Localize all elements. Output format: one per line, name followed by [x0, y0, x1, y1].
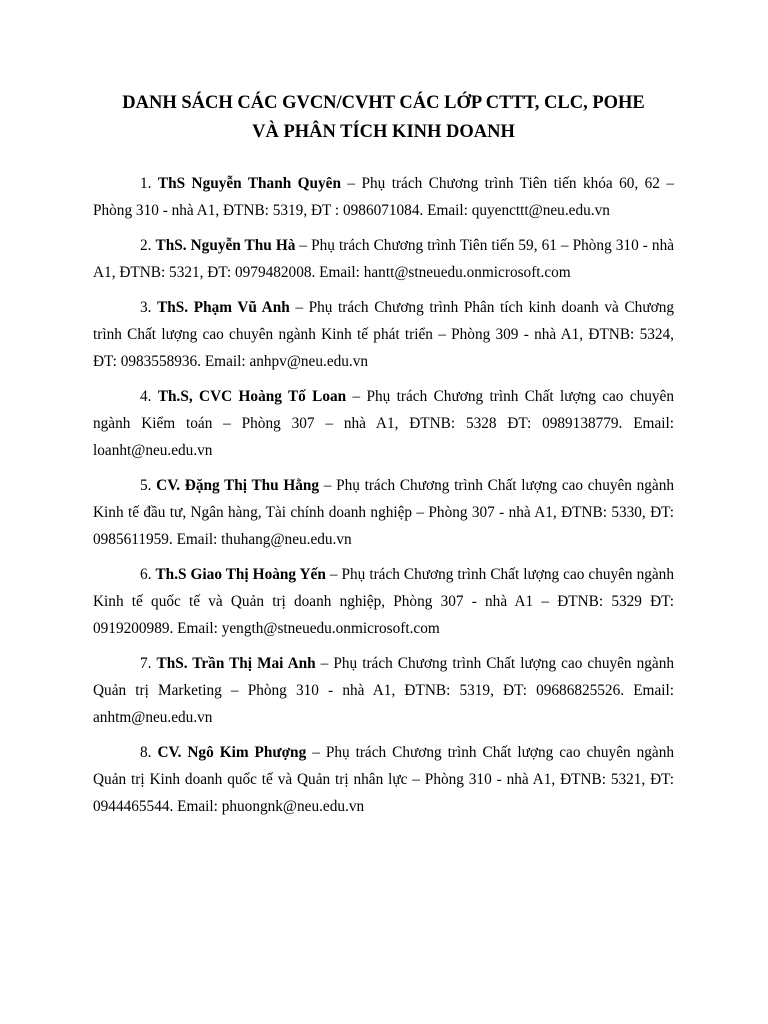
- item-number: 7.: [140, 655, 157, 672]
- list-item: [93, 650, 674, 731]
- item-number: 1.: [140, 175, 158, 192]
- staff-details: – Phụ trách Chương trình Tiên tiến khóa 60, 62 – Phòng 310 - nhà A1, ĐTNB: 5319, ĐT : 0986071084. Email: quyencttt@neu.edu.vn: [93, 175, 675, 219]
- item-number: 5.: [140, 477, 157, 494]
- staff-details: – Phụ trách Chương trình Phân tích kinh doanh và Chương trình Chất lượng cao chuyên ngành Kinh tế phát triển – Phòng 309 - nhà A1, ĐTNB: 5324, ĐT: 0983558936. Email: anhpv@neu.edu.vn: [93, 299, 674, 370]
- list-item: [93, 472, 674, 553]
- staff-name: CV. Đặng Thị Thu Hằng: [156, 477, 320, 494]
- staff-name: CV. Ngô Kim Phượng: [157, 744, 307, 761]
- list-item: [93, 232, 674, 286]
- item-number: 2.: [140, 237, 156, 254]
- staff-details: – Phụ trách Chương trình Chất lượng cao chuyên ngành Kiểm toán – Phòng 307 – nhà A1, ĐTNB: 5328 ĐT: 0989138779. Email: loanht@neu.edu.vn: [93, 388, 674, 459]
- document-page: [93, 92, 674, 828]
- item-number: 6.: [140, 566, 156, 583]
- staff-name: ThS. Phạm Vũ Anh: [157, 299, 290, 316]
- item-number: 4.: [140, 388, 158, 405]
- staff-details: – Phụ trách Chương trình Chất lượng cao chuyên ngành Kinh tế đầu tư, Ngân hàng, Tài chính doanh nghiệp – Phòng 307 - nhà A1, ĐTNB: 5330, ĐT: 0985611959. Email: thuhang@neu.edu.vn: [93, 477, 675, 548]
- staff-details: – Phụ trách Chương trình Chất lượng cao chuyên ngành Quản trị Kinh doanh quốc tế và Quản trị nhân lực – Phòng 310 - nhà A1, ĐTNB: 5321, ĐT: 0944465544. Email: phuongnk@neu.edu.vn: [93, 744, 675, 815]
- item-number: 8.: [140, 744, 158, 761]
- staff-details: – Phụ trách Chương trình Chất lượng cao chuyên ngành Kinh tế quốc tế và Quản trị doanh nghiệp, Phòng 307 - nhà A1 – ĐTNB: 5329 ĐT: 0919200989. Email: yength@stneuedu.onmicrosoft.com: [93, 566, 674, 637]
- list-item: [93, 739, 674, 820]
- staff-name: Th.S, CVC Hoàng Tố Loan: [157, 388, 347, 405]
- staff-details: – Phụ trách Chương trình Tiên tiến 59, 61 – Phòng 310 - nhà A1, ĐTNB: 5321, ĐT: 0979482008. Email: hantt@stneuedu.onmicrosoft.com: [93, 237, 675, 281]
- document-subtitle: VÀ PHÂN TÍCH KINH DOANH: [252, 122, 515, 142]
- item-number: 3.: [140, 299, 158, 316]
- list-item: [93, 294, 674, 375]
- list-item: [93, 383, 674, 464]
- staff-name: ThS. Trần Thị Mai Anh: [156, 655, 316, 672]
- staff-name: ThS. Nguyễn Thu Hà: [155, 237, 296, 254]
- staff-name: ThS Nguyễn Thanh Quyên: [157, 175, 341, 192]
- staff-details: – Phụ trách Chương trình Chất lượng cao chuyên ngành Quản trị Marketing – Phòng 310 - nhà A1, ĐTNB: 5319, ĐT: 09686825526. Email: anhtm@neu.edu.vn: [93, 655, 674, 726]
- staff-list: [93, 170, 674, 820]
- list-item: [93, 561, 674, 642]
- document-title: DANH SÁCH CÁC GVCN/CVHT CÁC LỚP CTTT, CLC, POHE: [122, 93, 645, 113]
- list-item: [93, 170, 674, 224]
- staff-name: Th.S Giao Thị Hoàng Yến: [155, 566, 326, 583]
